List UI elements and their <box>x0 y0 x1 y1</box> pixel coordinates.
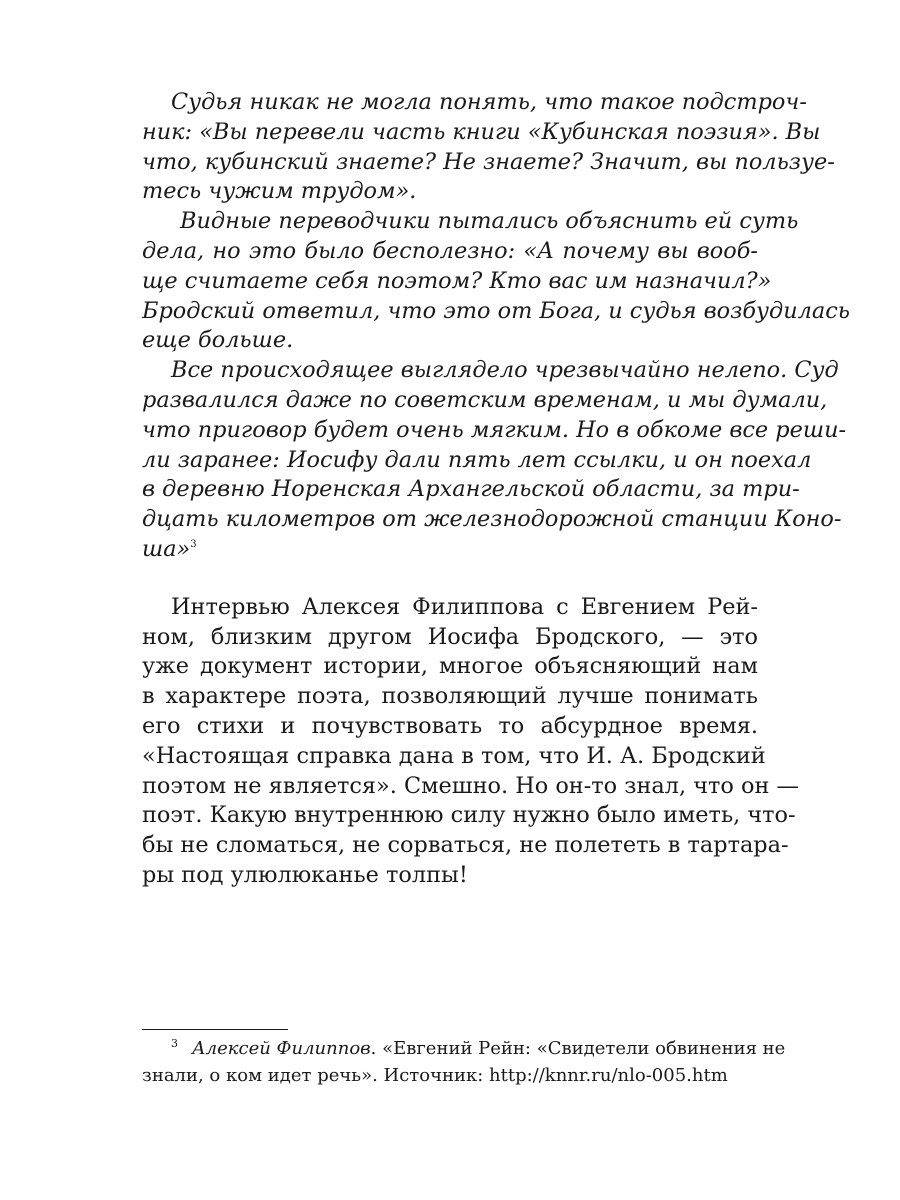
body-line: бы не сломаться, не сорваться, не полететь в тартара- <box>142 832 789 859</box>
quote-line: дела, но это было бесполезно: «А почему вы вооб- <box>142 237 758 264</box>
body-line: «Настоящая справка дана в том, что И. А. Бродский <box>142 742 766 769</box>
quote-line: развалился даже по советским временам, и мы думали, <box>142 386 828 413</box>
quote-line: в деревню Норенская Архангельской области, за три- <box>142 476 800 503</box>
quote-line: дцать километров от железнодорожной станции Коно- <box>142 506 842 533</box>
footnote-number: 3 <box>171 1037 178 1051</box>
footnote-reference[interactable]: 3 <box>190 538 197 550</box>
footnote-separator <box>142 1029 288 1030</box>
quote-line: Видные переводчики пытались объяснить ей суть <box>180 208 799 235</box>
footnote-line-1 <box>142 1035 786 1062</box>
footnote-author: Алексей Филиппов <box>192 1038 371 1059</box>
quote-line: еще больше. <box>142 327 294 354</box>
body-line: поэтом не является». Смешно. Но он-то знал, что он — <box>142 772 799 799</box>
quote-line: что, кубинский знаете? Не знаете? Значит, вы пользуе- <box>142 148 835 175</box>
body-paragraph <box>142 593 799 891</box>
body-line: поэт. Какую внутреннюю силу нужно было иметь, что- <box>142 802 796 829</box>
footnote-text: . «Евгений Рейн: «Свидетели обвинения не <box>370 1038 786 1059</box>
quote-last-line <box>142 535 758 565</box>
quote-line: ник: «Вы перевели часть книги «Кубинская поэзия». Вы <box>142 118 821 145</box>
section-gap <box>142 565 758 593</box>
quote-line: ли заранее: Иосифу дали пять лет ссылки, и он поехал <box>142 446 812 473</box>
body-line: ры под улюлюканье толпы! <box>142 861 468 888</box>
quote-line: тесь чужим трудом». <box>142 178 417 205</box>
quote-line: что приговор будет очень мягким. Но в обкоме все реши- <box>142 416 847 443</box>
quote-line: Бродский ответил, что это от Бога, и судья возбудилась <box>142 297 850 324</box>
page-content <box>142 88 850 891</box>
quote-line: Судья никак не могла понять, что такое подстроч- <box>171 89 807 115</box>
quote-line: ще считаете себя поэтом? Кто вас им назначил?» <box>142 267 772 294</box>
footnote <box>142 1035 786 1089</box>
body-line: ном, близким другом Иосифа Бродского, — это <box>142 623 758 650</box>
body-line: в характере поэта, позволяющий лучше понимать <box>142 683 758 710</box>
body-line: Интервью Алексея Филиппова с Евгением Рей- <box>171 593 758 620</box>
quote-line: Все происходящее выглядело чрезвычайно нелепо. Суд <box>171 357 839 384</box>
quote-block <box>142 88 850 565</box>
body-line: уже документ истории, многое объясняющий нам <box>142 653 758 680</box>
quote-line-text: ша» <box>142 535 191 562</box>
body-line: его стихи и почувствовать то абсурдное время. <box>142 712 758 739</box>
footnote-line-2[interactable]: знали, о ком идет речь». Источник: http://knnr.ru/nlo-005.htm <box>142 1065 728 1086</box>
